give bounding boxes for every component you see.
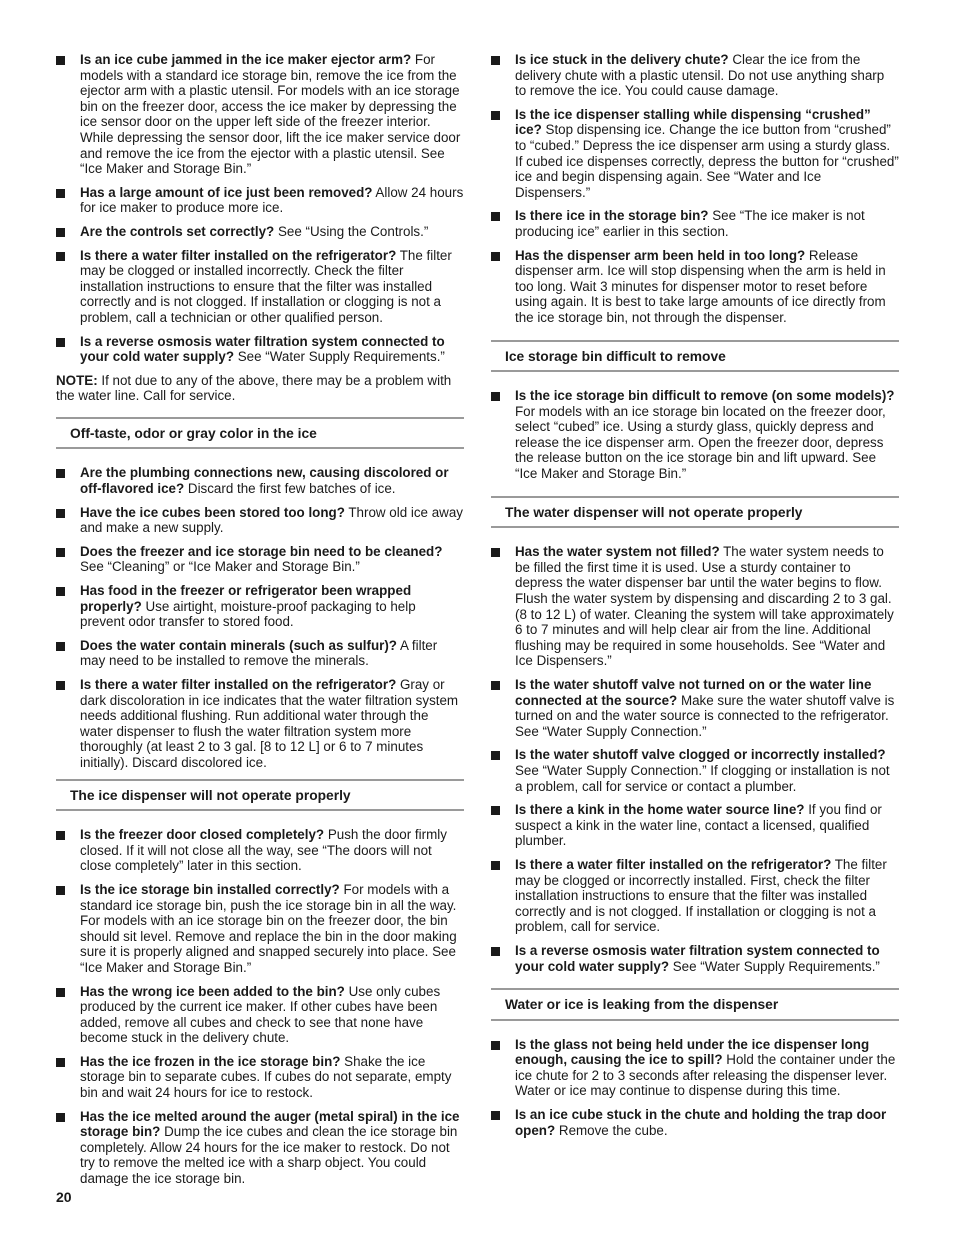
item-question: Is there a water filter installed on the refrigerator? — [515, 856, 832, 872]
item-answer: A filter may need to be installed to remove the minerals. — [80, 637, 438, 669]
item-question: Is there a kink in the home water source line? — [515, 802, 805, 818]
item-answer: Remove the cube. — [555, 1122, 668, 1138]
item-answer: Use only cubes produced by the current ice maker. If other cubes have been added, remove all cubes and check to see that none have become stuck in the delivery chute. — [80, 983, 441, 1046]
square-bullet-icon — [491, 56, 500, 65]
square-bullet-icon — [491, 751, 500, 760]
square-bullet-icon — [491, 392, 500, 401]
item-answer: Throw old ice away and make a new supply. — [80, 504, 463, 536]
section-heading-water-or-ice-is-leaking-from-the-dispens: Water or ice is leaking from the dispenser — [491, 988, 899, 1021]
item-answer: The filter may be clogged or incorrectly installed. First, check the filter installation instructions to ensure that the filter was installed correctly and is not clogged. If installation or clogging is not a problem, call for service. — [515, 856, 887, 935]
left-column — [56, 52, 464, 1195]
item-answer: Discard the first few batches of ice. — [184, 481, 396, 497]
item-question: Have the ice cubes been stored too long? — [80, 504, 345, 520]
item-question: Is a reverse osmosis water filtration system connected to your cold water supply? — [80, 333, 445, 365]
square-bullet-icon — [491, 861, 500, 870]
square-bullet-icon — [491, 947, 500, 956]
page-number: 20 — [56, 1189, 72, 1205]
item-answer: Shake the ice storage bin to separate cubes. If cubes do not separate, empty bin and wait 24 hours for ice to restock. — [80, 1053, 452, 1101]
item-question: Is a reverse osmosis water filtration system connected to your cold water supply? — [515, 942, 880, 974]
list-item — [56, 248, 464, 326]
square-bullet-icon — [491, 252, 500, 261]
list-item — [56, 334, 464, 365]
item-answer: Allow 24 hours for ice maker to produce more ice. — [80, 184, 464, 216]
item-answer: If you find or suspect a kink in the water line, contact a licensed, qualified plumber. — [515, 802, 882, 849]
item-question: Has the water system not filled? — [515, 544, 720, 560]
item-answer: Clear the ice from the delivery chute with a plastic utensil. Do not use anything sharp to remove the ice. You could cause damage. — [515, 52, 885, 99]
item-question: Has the wrong ice been added to the bin? — [80, 983, 345, 999]
square-bullet-icon — [56, 252, 65, 261]
list-item — [491, 388, 899, 482]
list-item — [56, 1109, 464, 1187]
list-item — [56, 827, 464, 874]
item-answer: Stop dispensing ice. Change the ice button from “crushed” to “cubed.” Depress the ice dispenser arm using a sturdy glass. If cubed ice dispenses correctly, depress the button for “crushed” ice and begin dispensing again. See “Water and Ice Dispensers.” — [515, 122, 899, 200]
item-answer: See “Water Supply Connection.” If clogging or installation is not a problem, call for service or contact a plumber. — [515, 762, 890, 794]
item-answer: For models with a standard ice storage bin, remove the ice from the ejector arm with a plastic utensil. For models with an ice storage bin on the freezer door, access the ice maker by depressing the ice sensor door on the upper left side of the freezer interior. While depressing the sensor door, lift the ice maker service door and remove the ice from the ejector with a plastic utensil. See “Ice Maker and Storage Bin.” — [80, 52, 461, 177]
list-item — [56, 505, 464, 536]
list-item — [56, 52, 464, 177]
item-question: Is an ice cube jammed in the ice maker ejector arm? — [80, 52, 412, 67]
list-item — [56, 677, 464, 771]
list-item — [56, 544, 464, 575]
square-bullet-icon — [56, 548, 65, 557]
list-item — [491, 107, 899, 201]
item-answer: See “Water Supply Requirements.” — [234, 349, 445, 365]
list-item — [56, 984, 464, 1046]
item-question: Is the glass not being held under the ice dispenser long enough, causing the ice to spill? — [515, 1036, 870, 1068]
list-item — [56, 882, 464, 976]
square-bullet-icon — [56, 831, 65, 840]
list-item — [491, 747, 899, 794]
square-bullet-icon — [56, 681, 65, 690]
item-question: Does the water contain minerals (such as sulfur)? — [80, 637, 397, 653]
note-text: If not due to any of the above, there may be a problem with the water line. Call for service. — [56, 372, 452, 404]
note-label: NOTE: — [56, 372, 98, 388]
square-bullet-icon — [56, 587, 65, 596]
item-answer: The water system needs to be filled the first time it is used. Use a sturdy container to depress the water dispenser bar until the water begins to flow. Flush the water system by dispensing and discarding 2 to 3 gal. (8 to 12 L) of water. Cleaning the system will take approximately 6 to 7 minutes and will help clear air from the line. Additional flushing may be required in some households. See “Water and Ice Dispensers.” — [515, 544, 894, 669]
item-question: Is the ice storage bin difficult to remove (on some models)? — [515, 388, 895, 404]
list-item — [56, 185, 464, 216]
item-question: Is the water shutoff valve clogged or incorrectly installed? — [515, 747, 886, 763]
item-question: Is there a water filter installed on the refrigerator? — [80, 677, 397, 692]
list-item — [56, 1054, 464, 1101]
right-column — [491, 52, 899, 1146]
item-answer: For models with an ice storage bin located on the freezer door, select “cubed” ice. Using a sturdy glass, quickly depress and release the ice dispenser arm. Open the freezer door, depress the release button on the ice storage bin and lift upward. See “Ice Maker and Storage Bin.” — [515, 403, 886, 482]
item-question: Are the plumbing connections new, causing discolored or off-flavored ice? — [80, 465, 449, 497]
square-bullet-icon — [56, 189, 65, 198]
item-question: Is ice stuck in the delivery chute? — [515, 52, 729, 67]
list-item — [56, 638, 464, 669]
item-answer: Gray or dark discoloration in ice indicates that the water filtration system needs additional flushing. Run additional water through the water dispenser to flush the water filtration system more thoroughly (at least 2 to 3 gal. [8 to 12 L] or 6 to 7 minutes initially). Discard discolored ice. — [80, 677, 459, 770]
item-answer: Dump the ice cubes and clean the ice storage bin completely. Allow 24 hours for the ice maker to restock. Do not try to remove the melted ice with a sharp object. You could damage the ice storage bin. — [80, 1124, 458, 1187]
square-bullet-icon — [491, 548, 500, 557]
list-item — [56, 583, 464, 630]
section-heading-ice-storage-bin-difficult-to-remove: Ice storage bin difficult to remove — [491, 340, 899, 373]
list-item — [491, 802, 899, 849]
item-question: Is there a water filter installed on the refrigerator? — [80, 247, 397, 263]
square-bullet-icon — [56, 56, 65, 65]
square-bullet-icon — [56, 228, 65, 237]
list-item — [491, 52, 899, 99]
list-item — [491, 544, 899, 669]
item-answer: Release dispenser arm. Ice will stop dispensing when the arm is held in too long. Wait 3 minutes for dispenser motor to reset before using again. It is best to take large amounts of ice directly from the ice storage bin, not through the dispenser. — [515, 247, 886, 325]
square-bullet-icon — [56, 988, 65, 997]
section-heading-off-taste-odor-or-gray-color-in-the-ice: Off-taste, odor or gray color in the ice — [56, 417, 464, 450]
item-question: Is the ice dispenser stalling while dispensing “crushed” ice? — [515, 106, 871, 138]
item-question: Has the ice melted around the auger (metal spiral) in the ice storage bin? — [80, 1108, 460, 1140]
section-heading-the-water-dispenser-will-not-operate-pro: The water dispenser will not operate properly — [491, 496, 899, 529]
item-question: Is the freezer door closed completely? — [80, 827, 325, 843]
item-answer: See “Water Supply Requirements.” — [669, 958, 880, 974]
item-question: Is the water shutoff valve not turned on or the water line connected at the source? — [515, 677, 872, 708]
item-question: Is there ice in the storage bin? — [515, 208, 709, 224]
section-heading-the-ice-dispenser-will-not-operate-prope: The ice dispenser will not operate properly — [56, 779, 464, 812]
square-bullet-icon — [56, 886, 65, 895]
square-bullet-icon — [491, 1041, 500, 1050]
item-answer: The filter may be clogged or installed incorrectly. Check the filter installation instructions to ensure that the filter was installed correctly and is not clogged. If installation or clogging is not a problem, call a technician or other qualified person. — [80, 247, 452, 325]
item-answer: See “Cleaning” or “Ice Maker and Storage Bin.” — [80, 559, 360, 575]
list-item — [56, 224, 464, 240]
square-bullet-icon — [56, 469, 65, 478]
list-item — [56, 465, 464, 496]
list-item — [491, 248, 899, 326]
item-question: Has the ice frozen in the ice storage bin? — [80, 1053, 341, 1069]
square-bullet-icon — [56, 642, 65, 651]
item-question: Is an ice cube stuck in the chute and holding the trap door open? — [515, 1107, 887, 1138]
square-bullet-icon — [491, 1111, 500, 1120]
square-bullet-icon — [491, 681, 500, 690]
item-answer: Make sure the water shutoff valve is turned on and the water source is connected to the refrigerator. See “Water Supply Connection.” — [515, 692, 895, 739]
square-bullet-icon — [56, 509, 65, 518]
list-item — [491, 1037, 899, 1099]
list-item — [491, 208, 899, 239]
item-question: Is the ice storage bin installed correctly? — [80, 881, 340, 897]
square-bullet-icon — [56, 1058, 65, 1067]
square-bullet-icon — [56, 338, 65, 347]
item-answer: See “Using the Controls.” — [274, 223, 429, 239]
square-bullet-icon — [491, 111, 500, 120]
item-answer: Hold the container under the ice chute for 2 to 3 seconds after releasing the dispenser lever. Water or ice may continue to dispense during this time. — [515, 1052, 896, 1099]
square-bullet-icon — [56, 1113, 65, 1122]
note-paragraph — [56, 373, 464, 404]
list-item — [491, 943, 899, 974]
list-item — [491, 1107, 899, 1138]
item-question: Are the controls set correctly? — [80, 223, 275, 239]
item-answer: See “The ice maker is not producing ice” earlier in this section. — [515, 208, 865, 239]
item-question: Has food in the freezer or refrigerator been wrapped properly? — [80, 583, 412, 614]
list-item — [491, 677, 899, 739]
item-answer: Use airtight, moisture-proof packaging to help prevent odor transfer to stored food. — [80, 598, 416, 630]
item-answer: For models with a standard ice storage bin, push the ice storage bin in all the way. For models with an ice storage bin on the freezer door, the bin should sit level. Remove and replace the bin in the door making sure it is properly aligned and snapped securely into place. See “Ice Maker and Storage Bin.” — [80, 881, 457, 975]
item-question: Does the freezer and ice storage bin need to be cleaned? — [80, 543, 443, 559]
square-bullet-icon — [491, 806, 500, 815]
item-answer: Push the door firmly closed. If it will not close all the way, see “The doors will not close completely” later in this section. — [80, 827, 447, 874]
list-item — [491, 857, 899, 935]
square-bullet-icon — [491, 212, 500, 221]
item-question: Has a large amount of ice just been removed? — [80, 184, 373, 200]
item-question: Has the dispenser arm been held in too long? — [515, 247, 806, 263]
